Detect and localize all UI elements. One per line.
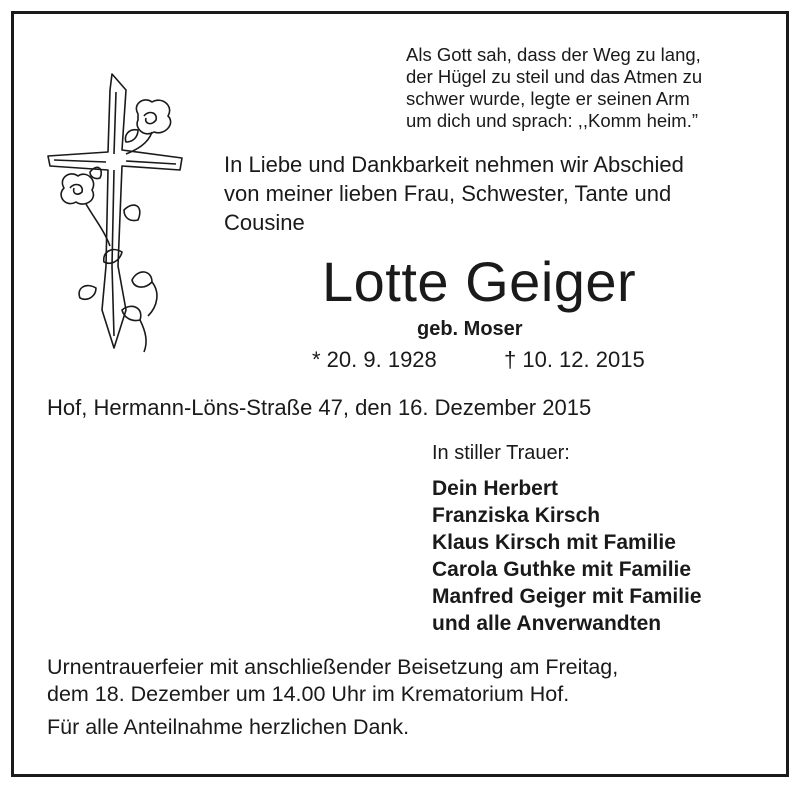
poem-line: um dich und sprach: ,,Komm heim.” <box>406 110 698 131</box>
mourner-name: Franziska Kirsch <box>432 504 601 527</box>
poem <box>406 44 702 132</box>
birth-date: * 20. 9. 1928 <box>312 347 437 372</box>
mourner-name: Klaus Kirsch mit Familie <box>432 531 676 554</box>
poem-line: der Hügel zu steil und das Atmen zu <box>406 66 703 87</box>
maiden-name: geb. Moser <box>417 318 523 340</box>
place-and-date: Hof, Hermann-Löns-Straße 47, den 16. Dezember 2015 <box>47 395 592 420</box>
mourners-heading: In stiller Trauer: <box>432 442 570 464</box>
poem-line: schwer wurde, legte er seinen Arm <box>406 88 690 109</box>
mourners-list <box>432 475 702 637</box>
mourner-name: Manfred Geiger mit Familie <box>432 585 702 608</box>
deceased-name: Lotte Geiger <box>322 250 637 313</box>
mourner-name: Dein Herbert <box>432 477 559 500</box>
intro-line: Cousine <box>224 210 305 235</box>
farewell-intro <box>224 150 684 237</box>
service-line: Urnentrauerfeier mit anschließender Beisetzung am Freitag, <box>47 655 619 679</box>
cross-with-roses-icon <box>40 70 190 360</box>
thanks-note: Für alle Anteilnahme herzlichen Dank. <box>47 715 410 739</box>
intro-line: von meiner lieben Frau, Schwester, Tante und <box>224 181 672 206</box>
death-date: † 10. 12. 2015 <box>504 347 645 372</box>
poem-line: Als Gott sah, dass der Weg zu lang, <box>406 44 701 65</box>
intro-line: In Liebe und Dankbarkeit nehmen wir Abschied <box>224 152 684 177</box>
mourner-name: und alle Anverwandten <box>432 612 662 635</box>
service-line: dem 18. Dezember um 14.00 Uhr im Krematorium Hof. <box>47 682 570 706</box>
funeral-service-info <box>47 654 618 708</box>
mourner-name: Carola Guthke mit Familie <box>432 558 692 581</box>
